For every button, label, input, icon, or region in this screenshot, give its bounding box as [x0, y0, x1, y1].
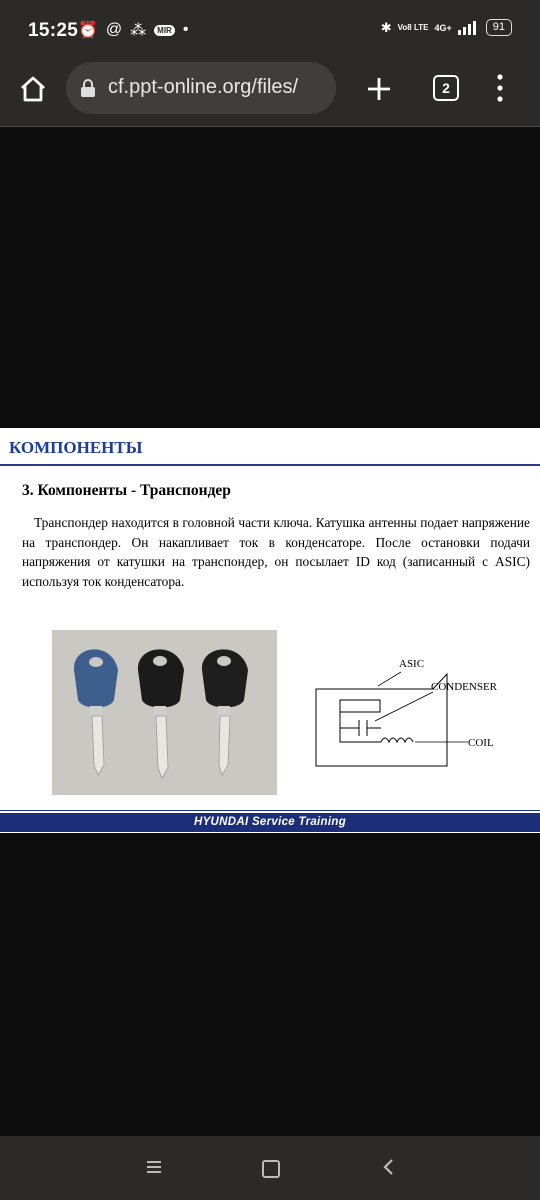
more-menu-icon[interactable] [490, 72, 510, 104]
slide-subtitle: 3. Компоненты - Транспондер [22, 482, 231, 499]
label-coil: COIL [468, 737, 494, 749]
new-tab-icon[interactable] [364, 74, 394, 104]
mir-badge-icon: MIR [154, 25, 175, 36]
signal-icon [458, 21, 480, 35]
status-notification-icons [78, 20, 188, 40]
status-bar [0, 0, 540, 62]
title-divider [0, 464, 540, 466]
footer-divider [0, 810, 540, 811]
dot-icon: • [182, 21, 189, 38]
volte-icon: Vo8 LTE [397, 22, 429, 32]
lock-icon[interactable] [80, 79, 96, 97]
recents-icon[interactable] [145, 1160, 163, 1174]
back-icon[interactable] [381, 1158, 395, 1176]
status-time: 15:25 [28, 20, 79, 41]
status-system-icons [381, 19, 512, 36]
transponder-diagram [313, 652, 523, 772]
address-bar[interactable] [66, 62, 336, 114]
label-asic: ASIC [399, 658, 425, 670]
slide-title: КОМПОНЕНТЫ [9, 438, 143, 457]
url-text[interactable]: cf.ppt-online.org/files/ [108, 76, 299, 98]
cluster-icon: ⁂ [130, 22, 147, 39]
home-nav-icon[interactable] [262, 1160, 280, 1178]
slide-image [0, 428, 540, 833]
tab-switcher-button[interactable]: 2 [433, 75, 459, 101]
label-condenser: CONDENSER [431, 681, 498, 693]
network-type-label: 4G+ [434, 22, 452, 33]
footer-brand: HYUNDAI Service Training [193, 816, 347, 828]
system-nav-bar [0, 1136, 540, 1200]
browser-toolbar [0, 62, 540, 127]
slide-body-text: Транспондер находится в головной части ключа. Катушка антенны подает напряжение на транспондер. Он накапливает ток в конденсаторе. После остановки подачи напряжения от катушки на транспондер, он посылает ID код (записанный с ASIC) используя ток конденсатора. [22, 515, 530, 589]
bluetooth-icon: ✱ [380, 19, 392, 35]
at-icon: @ [105, 21, 123, 38]
battery-indicator: 91 [486, 19, 512, 36]
alarm-icon: ⏰ [78, 22, 98, 39]
keys-photo [52, 630, 277, 795]
home-icon[interactable] [18, 74, 48, 104]
